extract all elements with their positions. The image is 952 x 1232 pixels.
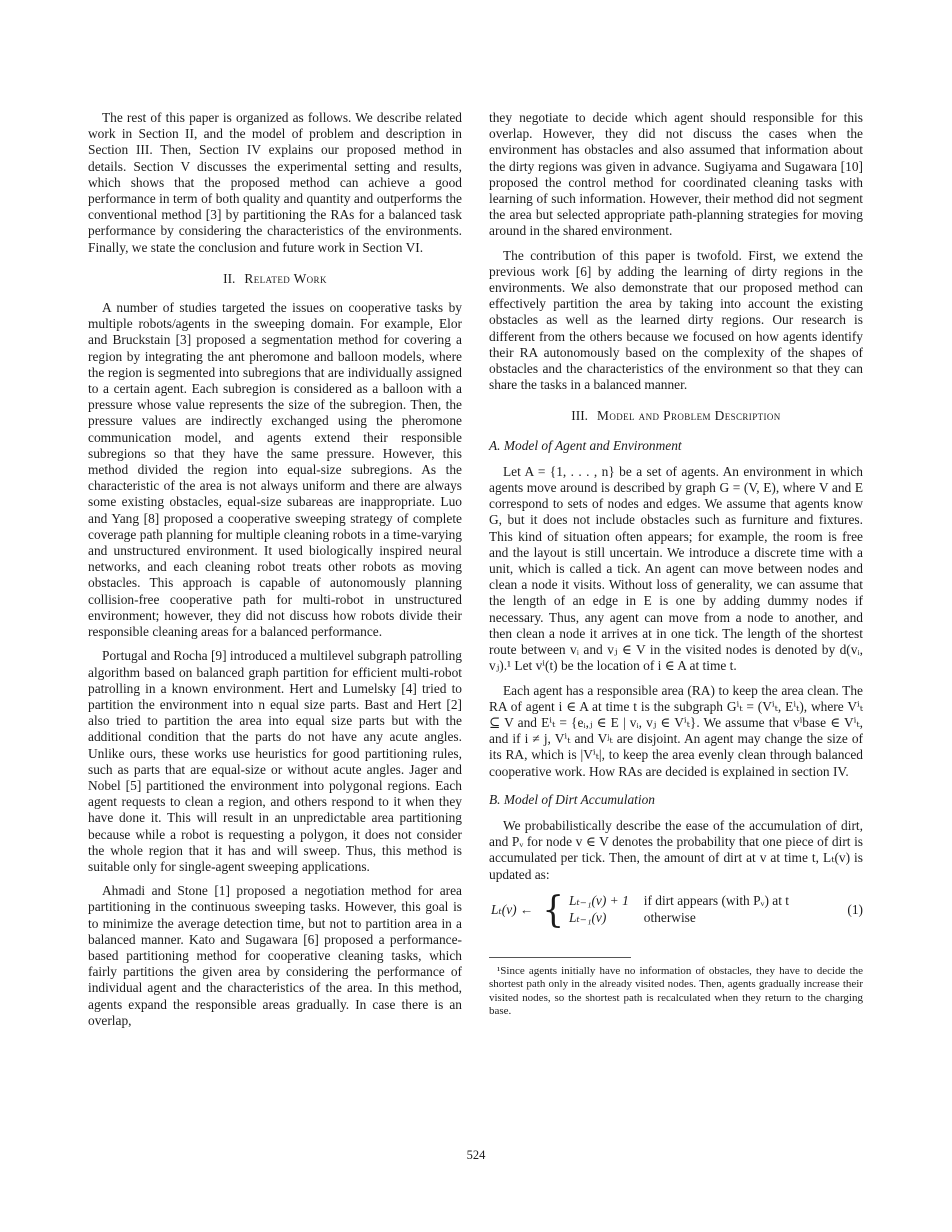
- footnote-rule: [489, 957, 631, 958]
- related-work-paragraph-2: Portugal and Rocha [9] introduced a multilevel subgraph patrolling algorithm based on balanced graph partition for efficient multi-robot patrolling in a known environment. Hert and Lumelsky [4] tried to partition the environment into n equal size parts. Bast and Hert [2] also tried to partition the area into equal size parts but with the additional condition that the parts do not have any acute angles. Unlike ours, these works use heuristics for good partitioning rules, such as parts that are equal-size or without acute angles. Jager and Nobel [5] partitioned the environment into polygonal regions. Each agent requests to clean a region, and others respond to it when they have done it. This will result in an unpredictable area partitioning because while a robot is requesting a polygon, it does not consider the whole region that it has and will sweep. Thus, this method is suitable only for single-agent sweeping applications.: [88, 648, 462, 874]
- related-work-paragraph-3: Ahmadi and Stone [1] proposed a negotiation method for area partitioning in the continuous sweeping tasks. However, this goal is to minimize the average detection time, but not to partition area in a balanced manner. Kato and Sugawara [6] proposed a performance-based partitioning method for cooperative cleaning tasks, which fairly partitions the given area by considering the performance of individual agent and the characteristics of the area. In this method, agents expand the responsible areas gradually. In case there is an overlap,: [88, 883, 462, 1028]
- equation-1: [491, 888, 863, 932]
- paper-body: [88, 110, 864, 1037]
- case-2-expression: Lₜ₋₁(v): [569, 910, 607, 926]
- subsection-heading-agent-environment: A. Model of Agent and Environment: [489, 437, 682, 453]
- case-1-expression: Lₜ₋₁(v) + 1: [569, 893, 629, 909]
- section-heading-model: [489, 408, 863, 424]
- model-paragraph-2: Each agent has a responsible area (RA) to keep the area clean. The RA of agent i ∈ A at time t is the subgraph Gⁱₜ = (Vⁱₜ, Eⁱₜ), where Vⁱₜ ⊆ V and Eⁱₜ = {eᵢ,ⱼ ∈ E | vᵢ, vⱼ ∈ Vⁱₜ}. We assume that vⁱbase ∈ Vⁱₜ, and if i ≠ j, Vⁱₜ and Vʲₜ are disjoint. An agent may change the size of its RA, which is |Vⁱₜ|, to keep the area evenly clean through balanced cooperative work. How RAs are decided is explained in section IV.: [489, 682, 863, 779]
- related-work-paragraph-1: A number of studies targeted the issues on cooperative tasks by multiple robots/agents in the sweeping domain. For example, Elor and Bruckstain [3] proposed a segmentation method for covering a region by integrating the ant pheromone and balloon models, where the region is segmented into subregions that are individually assigned to a certain agent. Each subregion is considered as a balloon with a pressure whose value represents the size of the subregion. Then, the pressure values are indirectly exchanged using the pheromone communication model, and agents extend their responsible subregions so that they have the same pressure. However, this method divided the region into equal-size subregions. As the characteristic of the area is not always uniform and there are always some existing obstacles, equal-size subareas are inappropriate. Luo and Yang [8] proposed a cooperative sweeping strategy of complete coverage path planning for multiple cleaning robots in a time-varying and unstructured environment. It used biologically inspired neural networks, and each cleaning robot treats other robots as moving obstacles. This approach is capable of autonomously planning collision-free cooperative path for multi-robot in unstructured environment; however, they did not discuss how robots divide their responsible cleaning areas for a balanced performance.: [88, 300, 462, 640]
- section-number: II.: [223, 270, 236, 286]
- right-column: [489, 110, 863, 1037]
- left-column: [88, 110, 462, 1037]
- case-2-condition: otherwise: [643, 910, 696, 926]
- equation-number: (1): [847, 901, 863, 917]
- dirt-model-paragraph: We probabilistically describe the ease of the accumulation of dirt, and Pᵥ for node v ∈ V denotes the probability that one piece of dirt is accumulated per tick. Then, the amount of dirt at v at time t, Lₜ(v) is updated as:: [489, 817, 863, 882]
- section-title: Related Work: [244, 270, 327, 286]
- page-number: 524: [466, 1148, 486, 1162]
- related-work-continuation-paragraph: they negotiate to decide which agent should responsible for this overlap. However, they did not discuss the cases when the environment has obstacles and also assumed that information about the dirty regions was given in advance. Sugiyama and Sugawara [10] proposed the control method for coordinated cleaning tasks with learning of such information. However, their method did not segment the area but selected appropriate path-planning strategies for moving around in the shared environment.: [489, 110, 863, 239]
- section-title: Model and Problem Description: [597, 408, 781, 424]
- model-paragraph-1: Let A = {1, . . . , n} be a set of agents. An environment in which agents move around is described by graph G = (V, E), where V and E correspond to sets of nodes and edges. We assume that agents know G, but it does not include obstacles such as furniture and fixtures. This kind of situation often appears; for example, the room is free and the layout is still uncertain. We introduce a discrete time with a unit, which is called a tick. An agent can move between nodes and clean a node it visits. Without loss of generality, we can assume that the length of an edge in E is one by adding dummy nodes if necessary. Thus, any agent can move from a node to another, and then clean a node it arrives at in one tick. The length of the shortest route between vᵢ and vⱼ ∈ V in the visited nodes is denoted by d(vᵢ, vⱼ).¹ Let vⁱ(t) be the location of i ∈ A at time t.: [489, 463, 863, 674]
- section-number: III.: [571, 408, 589, 424]
- equation-lhs: Lₜ(v) ←: [491, 901, 534, 917]
- contribution-paragraph: The contribution of this paper is twofold. First, we extend the previous work [6] by adding the learning of dirty regions in the environments. We also demonstrate that our proposed method can effectively partition the area by taking into account the existing obstacles as well as the learned dirty regions. Our research is different from the others because we focused on how agents identify their RA autonomously based on the complexity of the shapes of obstacles and the characteristics of the environment so that they can share the tasks in a balanced manner.: [489, 247, 863, 393]
- case-1-condition: if dirt appears (with Pᵥ) at t: [643, 893, 790, 909]
- section-heading-related-work: [88, 271, 462, 287]
- equation-cases: [569, 893, 789, 926]
- intro-paragraph: The rest of this paper is organized as follows. We describe related work in Section II, and the model of problem and description in Section III. Then, Section IV explains our proposed method in details. Section V discusses the experimental setting and results, which shows that the proposed method can achieve a good performance in term of both quality and quantity and outperforms the conventional method [3] by partitioning the RAs for a balanced task performance by considering the characteristics of the environments. Finally, we state the conclusion and future work in Section VI.: [88, 110, 462, 255]
- subsection-heading-dirt-accumulation: B. Model of Dirt Accumulation: [489, 791, 655, 807]
- cases-brace: {: [542, 888, 564, 932]
- footnote-1: ¹Since agents initially have no information of obstacles, they have to decide the shortest path only in the already visited nodes. Then, agents gradually increase their visited nodes, so the shortest path is recalculated when they return to the charging base.: [489, 964, 863, 1018]
